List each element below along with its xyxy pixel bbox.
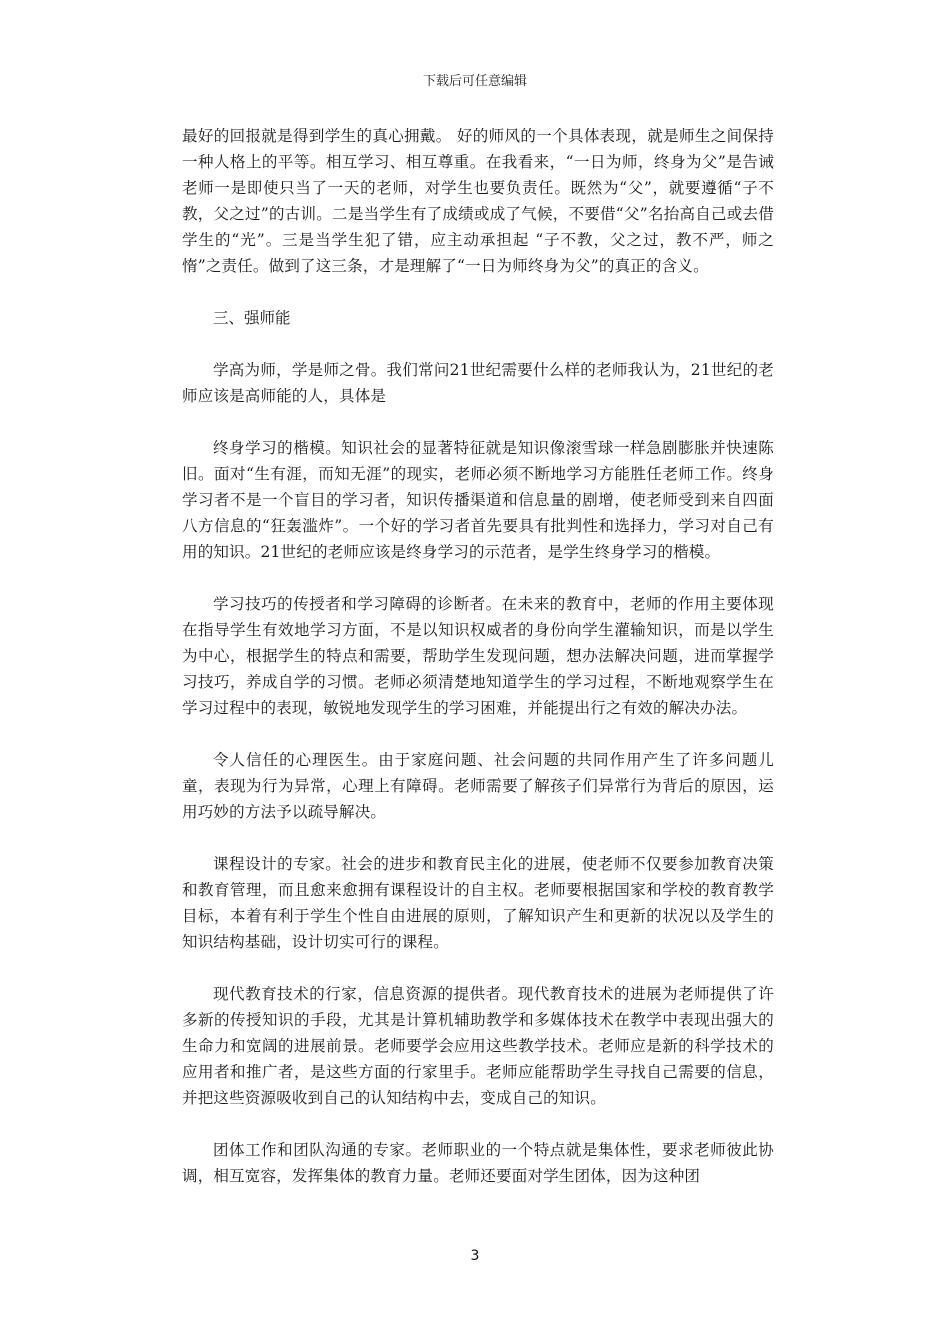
section-heading: 三、强师能 bbox=[213, 309, 291, 327]
paragraph-teamwork: 团体工作和团队沟通的专家。老师职业的一个特点就是集体性，要求老师彼此协调，相互宽容，发挥集体的教育力量。老师还要面对学生团体，因为这种团 bbox=[182, 1141, 774, 1185]
paragraph-learning-skills: 学习技巧的传授者和学习障碍的诊断者。在未来的教育中，老师的作用主要体现在指导学生有效地学习方面，不是以知识权威者的身份向学生灌输知识，而是以学生为中心，根据学生的特点和需要，帮助学生发现问题，想办法解决问题，进而掌握学习技巧，养成自学的习惯。老师必须清楚地知道学生的学习过程，不断地观察学生在学习过程中的表现，敏锐地发现学生的学习困难，并能提出行之有效的解决办法。 bbox=[182, 595, 774, 717]
page-number: 3 bbox=[470, 1248, 480, 1264]
paragraph-lead: 学高为师，学是师之骨。我们常问21世纪需要什么样的老师我认为，21世纪的老师应该是高师能的人，具体是 bbox=[182, 361, 774, 405]
paragraph-lifelong-learning: 终身学习的楷模。知识社会的显著特征就是知识像滚雪球一样急剧膨胀并快速陈旧。面对“生有涯，而知无涯”的现实，老师必须不断地学习方能胜任老师工作。终身学习者不是一个盲目的学习者，知识传播渠道和信息量的剧增，使老师受到来自四面八方信息的“狂轰滥炸”。一个好的学习者首先要具有批判性和选择力，学习对自己有用的知识。21世纪的老师应该是终身学习的示范者，是学生终身学习的楷模。 bbox=[182, 439, 774, 561]
document-body bbox=[182, 123, 774, 1189]
paragraph-curriculum: 课程设计的专家。社会的进步和教育民主化的进展，使老师不仅要参加教育决策和教育管理，而且愈来愈拥有课程设计的自主权。老师要根据国家和学校的教育教学目标，本着有利于学生个性自由进展的原则，了解知识产生和更新的状况以及学生的知识结构基础，设计切实可行的课程。 bbox=[182, 855, 774, 951]
header-note: 下载后可任意编辑 bbox=[422, 74, 527, 89]
paragraph-intro: 最好的回报就是得到学生的真心拥戴。 好的师风的一个具体表现，就是师生之间保持一种人格上的平等。相互学习、相互尊重。在我看来，“一日为师，终身为父”是告诫老师一是即使只当了一天的老师，对学生也要负责任。既然为“父”，就要遵循“子不教，父之过”的古训。二是当学生有了成绩或成了气候，不要借“父”名抬高自己或去借学生的“光”。三是当学生犯了错，应主动承担起 “子不教，父之过，教不严，师之惰”之责任。做到了这三条，才是理解了“一日为师终身为父”的真正的含义。 bbox=[182, 127, 774, 275]
paragraph-education-tech: 现代教育技术的行家，信息资源的提供者。现代教育技术的进展为老师提供了许多新的传授知识的手段，尤其是计算机辅助教学和多媒体技术在教学中表现出强大的生命力和宽阔的进展前景。老师要学会应用这些教学技术。老师应是新的科学技术的应用者和推广者，是这些方面的行家里手。老师应能帮助学生寻找自己需要的信息，并把这些资源吸收到自己的认知结构中去，变成自己的知识。 bbox=[182, 985, 774, 1107]
paragraph-psychologist: 令人信任的心理医生。由于家庭问题、社会问题的共同作用产生了许多问题儿童，表现为行为异常，心理上有障碍。老师需要了解孩子们异常行为背后的原因，运用巧妙的方法予以疏导解决。 bbox=[182, 751, 774, 821]
